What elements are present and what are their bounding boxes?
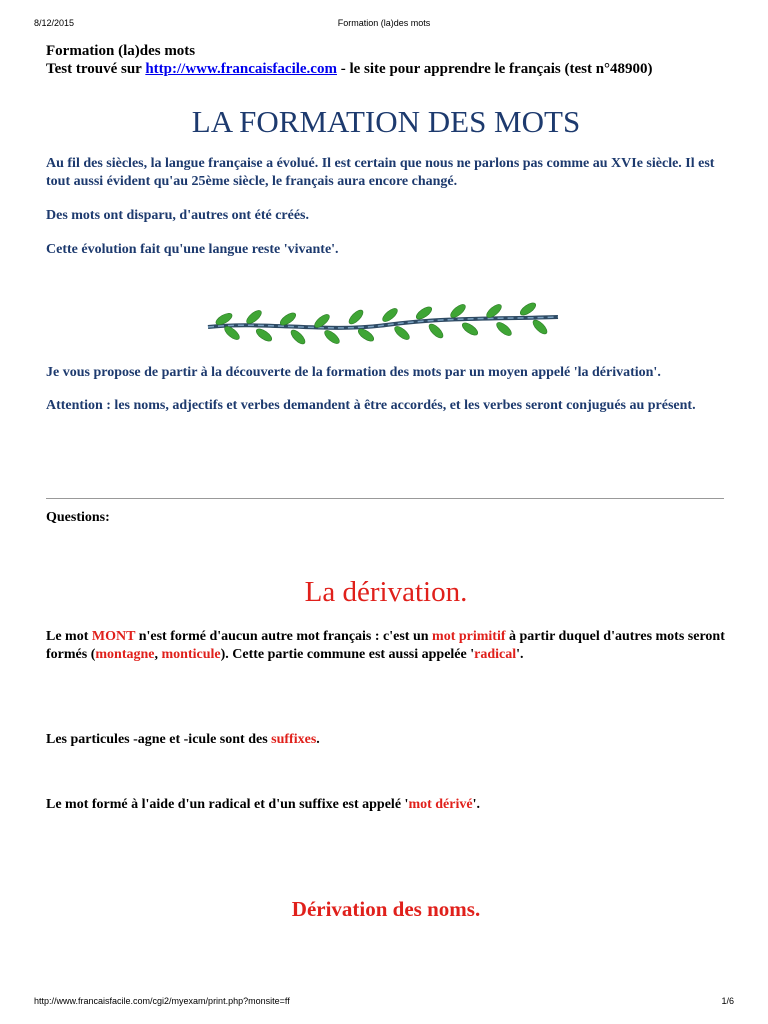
- meta-source: Test trouvé sur http://www.francaisfacile.com - le site pour apprendre le français (test n°48900): [46, 61, 653, 77]
- intro-paragraph-3: Cette évolution fait qu'une langue reste 'vivante'.: [46, 242, 339, 257]
- highlight-mont: MONT: [91, 629, 136, 644]
- highlight-radical: radical: [474, 647, 517, 662]
- page-title: LA FORMATION DES MOTS: [191, 104, 581, 139]
- vine-divider-icon: [206, 299, 561, 345]
- intro-paragraph-1: Au fil des siècles, la langue française a évolué. Il est certain que nous ne parlons pas comme au XVIe siècle. Il est tout aussi évident qu'au 25ème siècle, le français aura encore changé.: [46, 156, 715, 189]
- horizontal-rule: [46, 498, 724, 499]
- meta-title: Formation (la)des mots: [46, 43, 196, 59]
- document-body: [46, 42, 726, 921]
- highlight-suffixes: suffixes: [271, 732, 317, 747]
- derivation-paragraph-3: Le mot formé à l'aide d'un radical et d'un suffixe est appelé 'mot dérivé'.: [46, 797, 480, 812]
- document-meta: [46, 42, 726, 78]
- section-title-derivation: La dérivation.: [304, 576, 468, 608]
- page-number: 1/6: [721, 996, 734, 1006]
- derivation-paragraph-1: Le mot MONT n'est formé d'aucun autre mot français : c'est un mot primitif à partir duquel d'autres mots seront formés (montagne, monticule). Cette partie commune est aussi appelée 'radical'.: [46, 629, 725, 662]
- highlight-monticule: monticule: [161, 647, 221, 662]
- intro-paragraph-5: Attention : les noms, adjectifs et verbes demandent à être accordés, et les verbes seront conjugués au présent.: [46, 398, 696, 413]
- intro-paragraph-2: Des mots ont disparu, d'autres ont été créés.: [46, 208, 309, 223]
- section-title-derivation-noms: Dérivation des noms.: [291, 897, 481, 921]
- intro-paragraph-4: Je vous propose de partir à la découverte de la formation des mots par un moyen appelé 'la dérivation'.: [46, 365, 661, 380]
- print-url: http://www.francaisfacile.com/cgi2/myexam/print.php?monsite=ff: [34, 996, 290, 1006]
- site-link[interactable]: http://www.francaisfacile.com: [145, 61, 337, 77]
- print-title: Formation (la)des mots: [337, 18, 431, 28]
- questions-label: Questions:: [46, 510, 110, 525]
- derivation-paragraph-2: Les particules -agne et -icule sont des suffixes.: [46, 732, 320, 747]
- highlight-montagne: montagne: [95, 647, 155, 662]
- highlight-mot-primitif: mot primitif: [432, 629, 506, 644]
- print-date: 8/12/2015: [34, 18, 75, 28]
- highlight-mot-derive: mot dérivé: [408, 797, 473, 812]
